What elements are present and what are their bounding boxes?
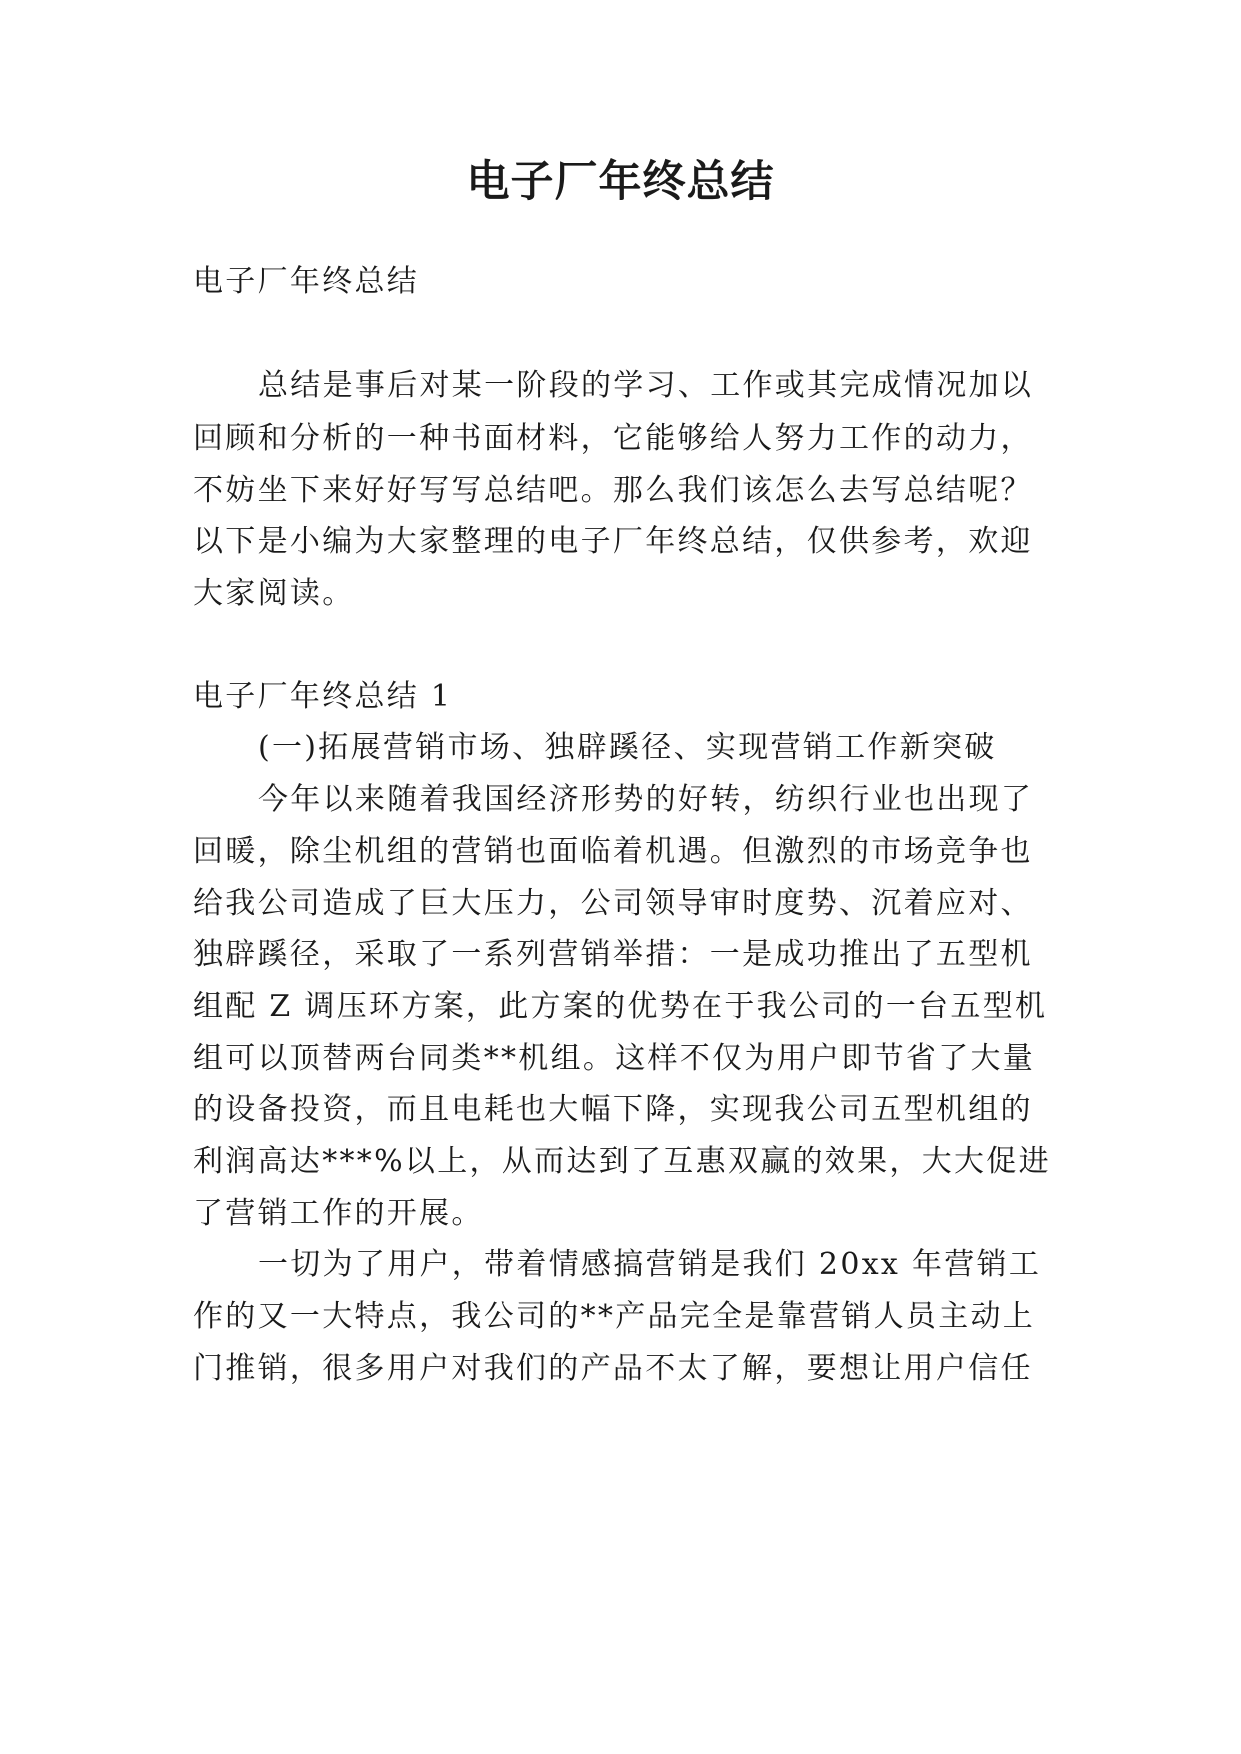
intro-line: 以下是小编为大家整理的电子厂年终总结，仅供参考，欢迎 xyxy=(193,524,1033,559)
body-line: 给我公司造成了巨大压力，公司领导审时度势、沉着应对、 xyxy=(193,886,1033,921)
intro-line: 回顾和分析的一种书面材料，它能够给人努力工作的动力， xyxy=(193,421,1033,456)
document-subtitle: 电子厂年终总结 xyxy=(193,264,420,299)
body-line: 今年以来随着我国经济形势的好转，纺织行业也出现了 xyxy=(258,782,1034,817)
body-line: 回暖，除尘机组的营销也面临着机遇。但激烈的市场竞争也 xyxy=(193,834,1033,869)
body-line: 组配 Z 调压环方案，此方案的优势在于我公司的一台五型机 xyxy=(193,989,1048,1024)
intro-line: 大家阅读。 xyxy=(193,576,355,611)
body-line: 独辟蹊径，采取了一系列营销举措：一是成功推出了五型机 xyxy=(193,937,1033,972)
intro-line: 不妨坐下来好好写写总结吧。那么我们该怎么去写总结呢？ xyxy=(193,473,1033,508)
body-line: 的设备投资，而且电耗也大幅下降，实现我公司五型机组的 xyxy=(193,1092,1033,1127)
body-line: 门推销，很多用户对我们的产品不太了解，要想让用户信任 xyxy=(193,1351,1033,1386)
body-line: 利润高达***%以上，从而达到了互惠双赢的效果，大大促进 xyxy=(193,1144,1051,1179)
body-line: 作的又一大特点，我公司的**产品完全是靠营销人员主动上 xyxy=(193,1299,1036,1334)
section-subheading: (一)拓展营销市场、独辟蹊径、实现营销工作新突破 xyxy=(258,730,997,765)
body-line: 组可以顶替两台同类**机组。这样不仅为用户即节省了大量 xyxy=(193,1041,1036,1076)
body-line: 一切为了用户，带着情感搞营销是我们 20xx 年营销工 xyxy=(258,1247,1042,1282)
section-heading: 电子厂年终总结 1 xyxy=(193,679,453,714)
intro-line: 总结是事后对某一阶段的学习、工作或其完成情况加以 xyxy=(258,368,1034,403)
body-line: 了营销工作的开展。 xyxy=(193,1196,484,1231)
document-title: 电子厂年终总结 xyxy=(466,157,775,207)
